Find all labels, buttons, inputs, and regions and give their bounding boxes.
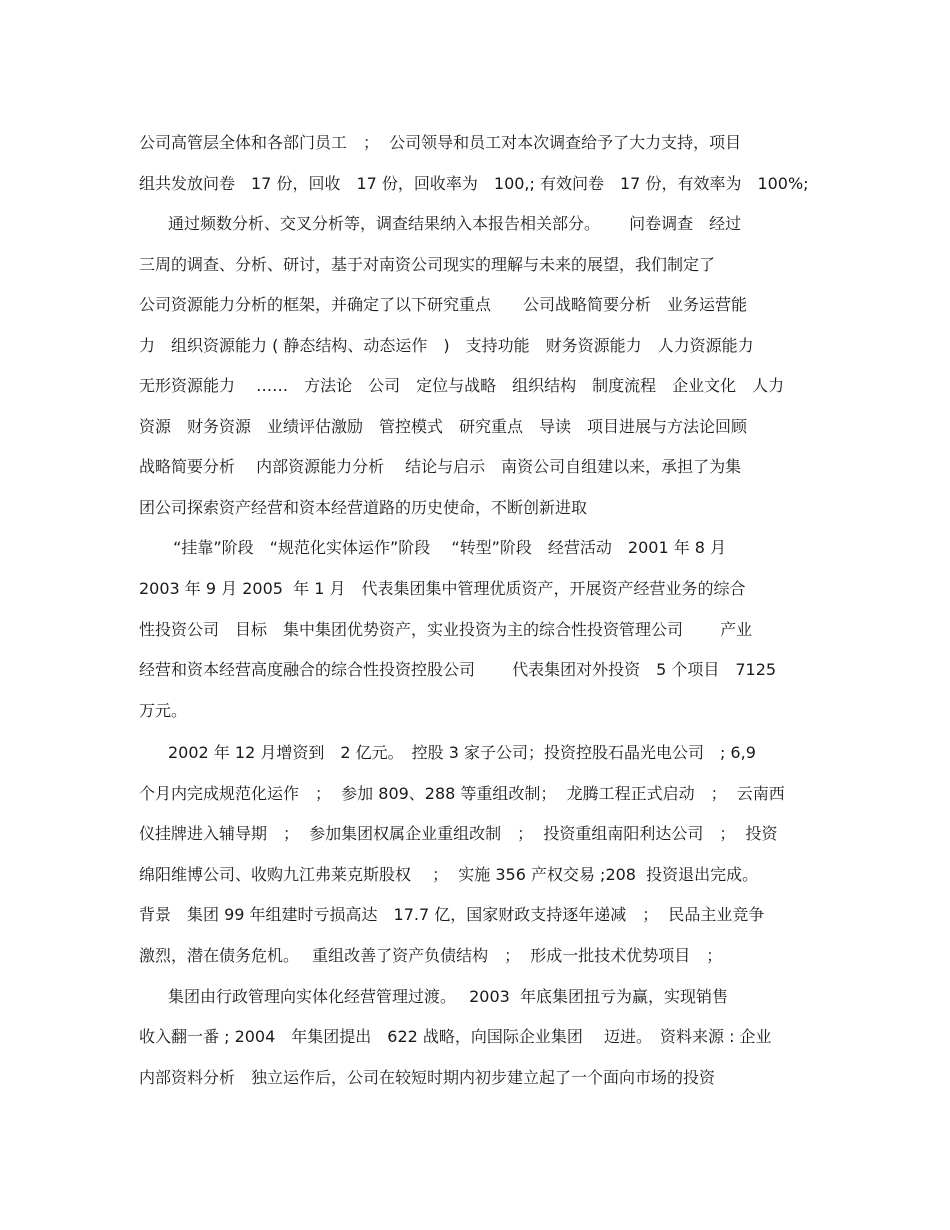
text-line-16: 2002 年 12 月增资到 2 亿元。 控股 3 家子公司；投资控股石晶光电公司 ; 6,9 [168,743,756,762]
text-line-11: “挂靠”阶段 “规范化实体运作”阶段 “转型”阶段 经营活动 2001 年 8 月 [168,538,727,557]
text-line-7: 无形资源能力 …… 方法论 公司 定位与战略 组织结构 制度流程 企业文化 人力 [139,376,785,395]
text-line-9: 战略简要分析 内部资源能力分析 结论与启示 南资公司自组建以来，承担了为集 [139,457,742,476]
text-line-13: 性投资公司 目标 集中集团优势资产，实业投资为主的综合性投资管理公司 产业 [139,620,753,639]
text-line-15: 万元。 [139,701,188,720]
text-line-17: 个月内完成规范化运作 ； 参加 809、288 等重组改制； 龙腾工程正式启动 ； 云南西 [139,784,785,803]
text-line-4: 三周的调查、分析、研讨，基于对南资公司现实的理解与未来的展望，我们制定了 [139,255,716,274]
text-line-12: 2003 年 9 月 2005 年 1 月 代表集团集中管理优质资产，开展资产经营业务的综合 [139,579,746,598]
text-line-20: 背景 集团 99 年组建时亏损高达 17.7 亿，国家财政支持逐年递减 ； 民品主业竞争 [139,905,765,924]
text-line-10: 团公司探索资产经营和资本经营道路的历史使命，不断创新进取 [139,498,588,517]
text-line-3: 通过频数分析、交叉分析等，调查结果纳入本报告相关部分。 问卷调查 经过 [168,214,742,233]
text-line-6: 力 组织资源能力 ( 静态结构、动态运作 ) 支持功能 财务资源能力 人力资源能力 [139,336,754,355]
text-line-24: 内部资料分析 独立运作后，公司在较短时期内初步建立起了一个面向市场的投资 [139,1068,716,1087]
text-line-23: 收入翻一番 ; 2004 年集团提出 622 战略，向国际企业集团 迈进。 资料来源 : 企业 [139,1027,772,1046]
text-line-8: 资源 财务资源 业绩评估激励 管控模式 研究重点 导读 项目进展与方法论回顾 [139,417,748,436]
text-line-1: 公司高管层全体和各部门员工 ； 公司领导和员工对本次调查给予了大力支持，项目 [139,133,742,152]
text-line-21: 激烈，潜在债务危机。 重组改善了资产负债结构 ； 形成一批技术优势项目 ； [139,946,723,965]
text-line-5: 公司资源能力分析的框架，并确定了以下研究重点 公司战略简要分析 业务运营能 [139,295,748,314]
text-line-14: 经营和资本经营高度融合的综合性投资控股公司 代表集团对外投资 5 个项目 7125 [139,660,777,679]
text-line-2: 组共发放问卷 17 份，回收 17 份，回收率为 100,; 有效问卷 17 份，有效率为 100%; [139,174,809,193]
text-line-19: 绵阳维博公司、收购九江弗莱克斯股权 ； 实施 356 产权交易 ;208 投资退出完成。 [139,865,759,884]
text-line-22: 集团由行政管理向实体化经营管理过渡。 2003 年底集团扭亏为赢，实现销售 [168,987,728,1006]
text-line-18: 仪挂牌进入辅导期 ； 参加集团权属企业重组改制 ； 投资重组南阳利达公司 ； 投资 [139,824,778,843]
